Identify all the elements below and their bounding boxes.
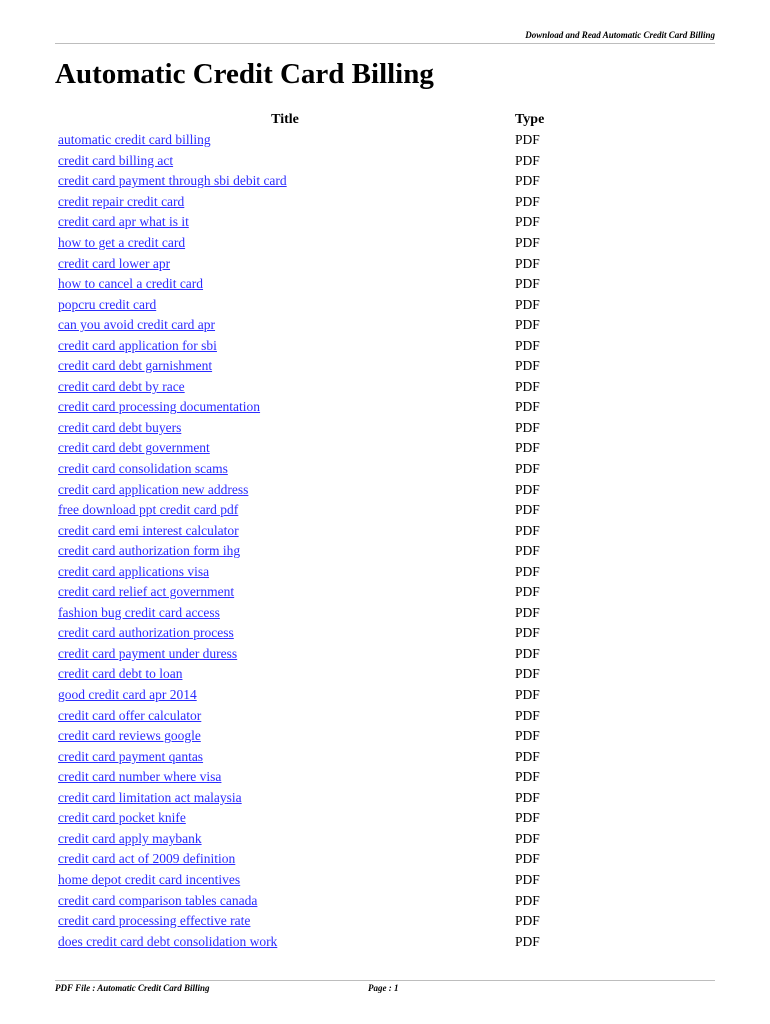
title-cell — [55, 582, 515, 603]
document-link[interactable]: automatic credit card billing — [58, 132, 211, 148]
table-row — [55, 377, 544, 398]
type-cell: PDF — [515, 235, 540, 250]
document-link[interactable]: credit repair credit card — [58, 193, 185, 209]
title-cell — [55, 151, 515, 172]
title-cell — [55, 438, 515, 459]
footer-file-label: PDF File : Automatic Credit Card Billing — [55, 983, 210, 993]
title-cell — [55, 746, 515, 767]
type-cell: PDF — [515, 461, 540, 477]
table-row — [55, 685, 544, 706]
type-cell: PDF — [515, 584, 540, 600]
document-link[interactable]: fashion bug credit card access — [58, 604, 220, 620]
document-link[interactable]: free download ppt credit card pdf — [58, 502, 239, 518]
type-cell: PDF — [515, 625, 540, 641]
table-row — [55, 911, 544, 932]
type-cell: PDF — [515, 871, 540, 887]
title-cell — [55, 705, 515, 726]
table-row — [55, 459, 544, 480]
table-row — [55, 397, 544, 418]
type-cell: PDF — [515, 481, 540, 497]
title-cell — [55, 829, 515, 850]
table-row — [55, 870, 544, 891]
document-link[interactable]: credit card apply maybank — [58, 830, 202, 846]
type-cell: PDF — [515, 645, 540, 661]
type-cell: PDF — [515, 173, 540, 189]
type-cell: PDF — [515, 687, 540, 703]
document-link[interactable]: credit card authorization form ihg — [58, 543, 241, 559]
document-link[interactable]: credit card debt to loan — [58, 666, 183, 682]
type-cell: PDF — [515, 193, 540, 209]
table-row — [55, 767, 544, 788]
document-link[interactable]: credit card apr what is it — [58, 214, 189, 230]
title-cell — [55, 233, 515, 254]
table-row — [55, 664, 544, 685]
table-header-row — [55, 110, 544, 130]
table-row — [55, 294, 544, 315]
type-cell: PDF — [515, 851, 540, 867]
title-cell — [55, 541, 515, 562]
type-cell: PDF — [515, 563, 540, 579]
table-row — [55, 151, 544, 172]
document-link[interactable]: how to get a credit card — [58, 235, 186, 250]
table-row — [55, 253, 544, 274]
document-link[interactable]: credit card processing documentation — [58, 399, 261, 415]
type-cell: PDF — [515, 296, 540, 312]
document-link[interactable]: credit card billing act — [58, 152, 174, 168]
type-cell: PDF — [515, 748, 540, 764]
title-cell — [55, 644, 515, 665]
document-link[interactable]: credit card number where visa — [58, 769, 222, 785]
document-link[interactable]: credit card debt by race — [58, 378, 185, 394]
type-cell: PDF — [515, 502, 540, 518]
title-cell — [55, 274, 515, 295]
table-row — [55, 849, 544, 870]
table-row — [55, 171, 544, 192]
title-cell — [55, 685, 515, 706]
type-cell: PDF — [515, 440, 540, 456]
table-row — [55, 130, 544, 151]
type-cell: PDF — [515, 399, 540, 415]
document-table — [55, 110, 544, 952]
document-link[interactable]: credit card reviews google — [58, 728, 201, 744]
table-row — [55, 603, 544, 624]
document-link[interactable]: good credit card apr 2014 — [58, 687, 197, 703]
title-cell — [55, 130, 515, 151]
type-cell: PDF — [515, 378, 540, 394]
table-row — [55, 829, 544, 850]
type-cell: PDF — [515, 152, 540, 168]
document-link[interactable]: credit card application new address — [58, 481, 249, 497]
document-link[interactable]: can you avoid credit card apr — [58, 317, 216, 333]
type-cell: PDF — [515, 132, 540, 148]
type-cell: PDF — [515, 789, 540, 805]
title-cell — [55, 726, 515, 747]
title-cell — [55, 623, 515, 644]
table-row — [55, 500, 544, 521]
table-row — [55, 890, 544, 911]
type-cell: PDF — [515, 543, 540, 559]
table-row — [55, 315, 544, 336]
type-cell: PDF — [515, 522, 540, 538]
type-cell: PDF — [515, 604, 540, 620]
type-cell: PDF — [515, 666, 540, 682]
document-link[interactable]: credit card comparison tables canada — [58, 892, 258, 908]
title-cell — [55, 315, 515, 336]
document-link[interactable]: credit card processing effective rate — [58, 913, 251, 929]
type-cell: PDF — [515, 214, 540, 230]
table-row — [55, 418, 544, 439]
table-body — [55, 130, 544, 952]
document-link[interactable]: credit card offer calculator — [58, 707, 202, 723]
document-title: Automatic Credit Card Billing — [55, 58, 434, 90]
title-cell — [55, 931, 515, 952]
table-row — [55, 356, 544, 377]
table-row — [55, 335, 544, 356]
title-cell — [55, 377, 515, 398]
table-row — [55, 541, 544, 562]
type-cell: PDF — [515, 707, 540, 723]
title-cell — [55, 808, 515, 829]
table-row — [55, 623, 544, 644]
type-cell: PDF — [515, 358, 540, 374]
type-cell: PDF — [515, 317, 540, 333]
document-link[interactable]: credit card limitation act malaysia — [58, 789, 242, 805]
title-cell — [55, 294, 515, 315]
table-row — [55, 705, 544, 726]
title-cell — [55, 459, 515, 480]
title-cell — [55, 335, 515, 356]
type-cell: PDF — [515, 419, 540, 435]
document-link[interactable]: credit card authorization process — [58, 625, 234, 641]
table-row — [55, 479, 544, 500]
table-row — [55, 788, 544, 809]
document-link[interactable]: credit card relief act government — [58, 584, 235, 600]
table-row — [55, 726, 544, 747]
title-cell — [55, 520, 515, 541]
document-link[interactable]: home depot credit card incentives — [58, 871, 241, 887]
type-cell: PDF — [515, 728, 540, 744]
table-row — [55, 808, 544, 829]
title-cell — [55, 664, 515, 685]
title-cell — [55, 890, 515, 911]
type-cell: PDF — [515, 892, 540, 908]
document-link[interactable]: credit card payment under duress — [58, 645, 238, 661]
title-cell — [55, 212, 515, 233]
document-link[interactable]: credit card applications visa — [58, 563, 210, 579]
footer-page-number: Page : 1 — [368, 983, 399, 993]
title-cell — [55, 192, 515, 213]
document-link[interactable]: credit card debt garnishment — [58, 358, 213, 374]
type-cell: PDF — [515, 769, 540, 785]
title-cell — [55, 767, 515, 788]
type-cell: PDF — [515, 830, 540, 846]
title-cell — [55, 788, 515, 809]
type-cell: PDF — [515, 933, 540, 949]
table-row — [55, 192, 544, 213]
table-row — [55, 233, 544, 254]
type-cell: PDF — [515, 276, 540, 292]
document-link[interactable]: credit card payment through sbi debit card — [58, 173, 287, 189]
title-cell — [55, 603, 515, 624]
table-row — [55, 520, 544, 541]
title-cell — [55, 870, 515, 891]
table-row — [55, 561, 544, 582]
title-cell — [55, 253, 515, 274]
page-header: Download and Read Automatic Credit Card Billing — [525, 30, 715, 40]
document-link[interactable]: credit card emi interest calculator — [58, 522, 239, 538]
title-cell — [55, 500, 515, 521]
document-link[interactable]: credit card payment qantas — [58, 748, 204, 764]
document-link[interactable]: popcru credit card — [58, 296, 157, 312]
document-link[interactable]: does credit card debt consolidation work — [58, 933, 278, 949]
column-header-title: Title — [271, 112, 299, 127]
title-cell — [55, 849, 515, 870]
document-link[interactable]: credit card consolidation scams — [58, 461, 228, 477]
title-cell — [55, 418, 515, 439]
table-row — [55, 582, 544, 603]
table-row — [55, 212, 544, 233]
title-cell — [55, 911, 515, 932]
type-cell: PDF — [515, 255, 540, 271]
document-link[interactable]: credit card lower apr — [58, 255, 171, 271]
document-link[interactable]: credit card debt government — [58, 440, 210, 456]
document-link[interactable]: how to cancel a credit card — [58, 276, 204, 292]
document-link[interactable]: credit card act of 2009 definition — [58, 851, 236, 867]
document-link[interactable]: credit card application for sbi — [58, 337, 217, 353]
column-header-type: Type — [515, 112, 545, 127]
table-row — [55, 438, 544, 459]
header-divider — [55, 43, 715, 44]
document-link[interactable]: credit card debt buyers — [58, 419, 182, 435]
document-link[interactable]: credit card pocket knife — [58, 810, 186, 826]
title-cell — [55, 171, 515, 192]
type-cell: PDF — [515, 913, 540, 929]
title-cell — [55, 561, 515, 582]
table-row — [55, 644, 544, 665]
title-cell — [55, 479, 515, 500]
table-row — [55, 274, 544, 295]
title-cell — [55, 397, 515, 418]
type-cell: PDF — [515, 337, 540, 353]
title-cell — [55, 356, 515, 377]
type-cell: PDF — [515, 810, 540, 826]
table-row — [55, 931, 544, 952]
table-row — [55, 746, 544, 767]
footer-divider — [55, 980, 715, 981]
